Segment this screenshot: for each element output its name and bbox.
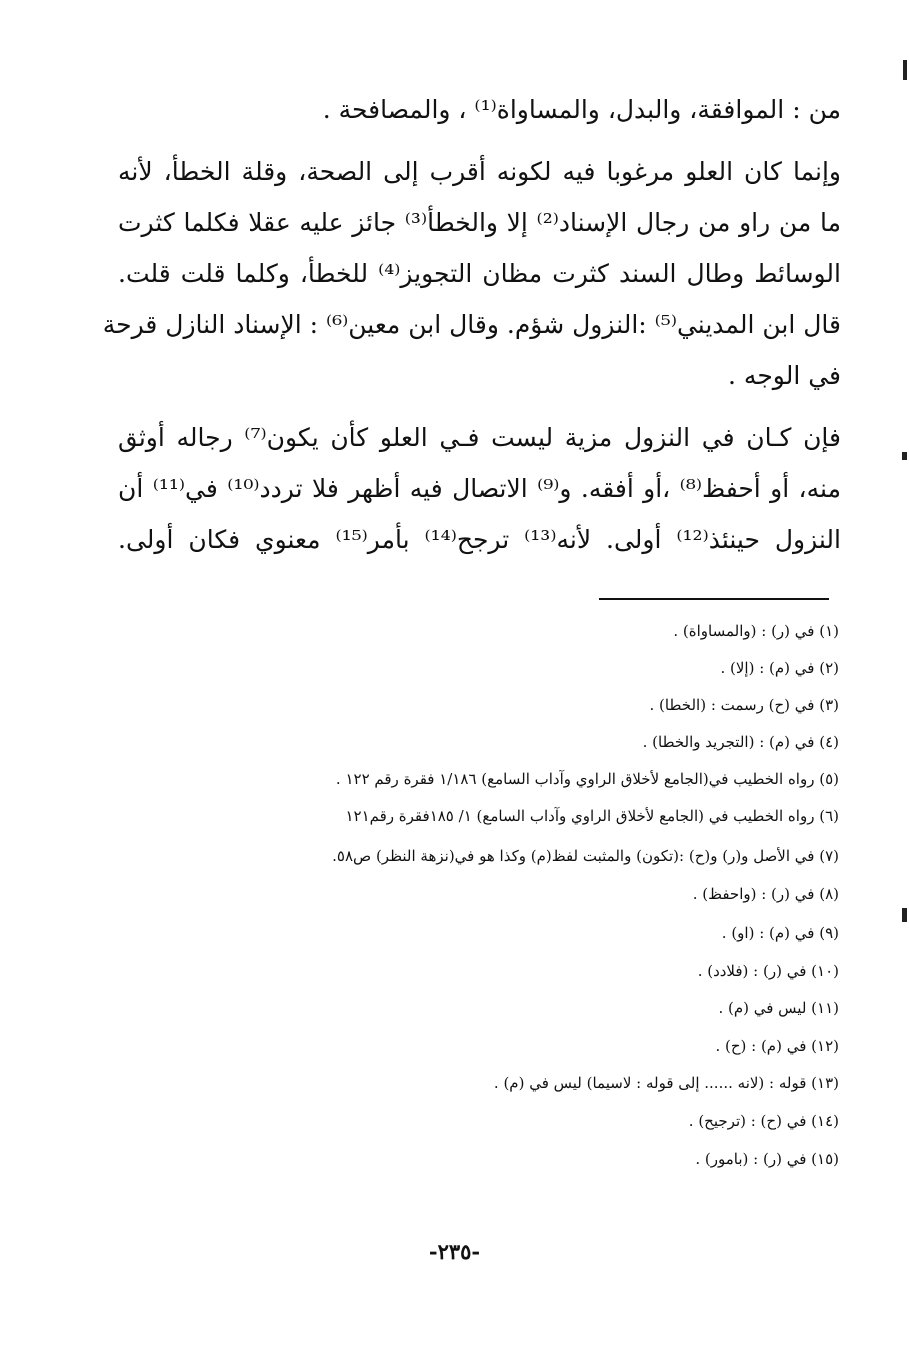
footnote-8: (٨) في (ر) : (واحفظ) . xyxy=(692,885,839,903)
body-line-8: منه، أو أحفظ⁽⁸⁾ ،أو أفقه. و⁽⁹⁾ الاتصال فيه أظهر فلا تردد⁽¹⁰⁾ في⁽¹¹⁾ أن xyxy=(118,474,841,503)
footnote-4: (٤) في (م) : (التجريد والخطا) . xyxy=(642,733,839,751)
footnote-2: (٢) في (م) : (إلا) . xyxy=(720,659,839,677)
body-line-7: فإن كـان في النزول مزية ليست فـي العلو كأن يكون⁽⁷⁾ رجاله أوثق xyxy=(118,423,841,452)
body-line-5: قال ابن المديني⁽⁵⁾ :النزول شؤم. وقال ابن معين⁽⁶⁾ : الإسناد النازل قرحة xyxy=(102,310,841,339)
footnote-6: (٦) رواه الخطيب في (الجامع لأخلاق الراوي وآداب السامع) ١/ ١٨٥فقرة رقم١٢١ xyxy=(345,807,839,825)
footnote-5: (٥) رواه الخطيب في(الجامع لأخلاق الراوي وآداب السامع) ١/١٨٦ فقرة رقم ١٢٢ . xyxy=(335,770,839,788)
body-line-6: في الوجه . xyxy=(728,361,841,390)
footnote-12: (١٢) في (م) : (ح) . xyxy=(715,1037,839,1055)
scan-edge-mark xyxy=(903,60,907,80)
body-line-9: النزول حينئذ⁽¹²⁾ أولى. لأنه⁽¹³⁾ ترجح⁽¹⁴⁾ بأمر⁽¹⁵⁾ معنوي فكان أولى. xyxy=(118,525,841,554)
scan-edge-mark xyxy=(902,908,907,922)
footnote-13: (١٣) قوله : (لانه ...... إلى قوله : لاسيما) ليس في (م) . xyxy=(493,1074,839,1092)
footnote-3: (٣) في (ح) رسمت : (الخطا) . xyxy=(649,696,839,714)
footnote-15: (١٥) في (ر) : (بامور) . xyxy=(695,1150,839,1168)
footnote-separator xyxy=(599,598,829,600)
footnote-1: (١) في (ر) : (والمساواة) . xyxy=(673,622,839,640)
footnote-7: (٧) في الأصل و(ر) و(ح) :(تكون) والمثبت لفظ(م) وكذا هو في(نزهة النظر) ص٥٨. xyxy=(332,847,839,865)
footnote-9: (٩) في (م) : (او) . xyxy=(721,924,839,942)
footnote-10: (١٠) في (ر) : (فلادد) . xyxy=(697,962,839,980)
page-number: -٢٣٥- xyxy=(428,1239,481,1264)
scan-edge-mark xyxy=(902,452,907,460)
footnote-11: (١١) ليس في (م) . xyxy=(718,999,839,1017)
footnote-14: (١٤) في (ح) : (ترجيح) . xyxy=(688,1112,839,1130)
body-line-2: وإنما كان العلو مرغوبا فيه لكونه أقرب إلى الصحة، وقلة الخطأ، لأنه xyxy=(118,157,841,186)
body-line-1: من : الموافقة، والبدل، والمساواة⁽¹⁾ ، والمصافحة . xyxy=(322,95,841,124)
body-line-3: ما من راو من رجال الإسناد⁽²⁾ إلا والخطأ⁽³⁾ جائز عليه عقلا فكلما كثرت xyxy=(118,208,842,237)
body-line-4: الوسائط وطال السند كثرت مظان التجويز⁽⁴⁾ للخطأ، وكلما قلت قلت. xyxy=(118,259,841,288)
